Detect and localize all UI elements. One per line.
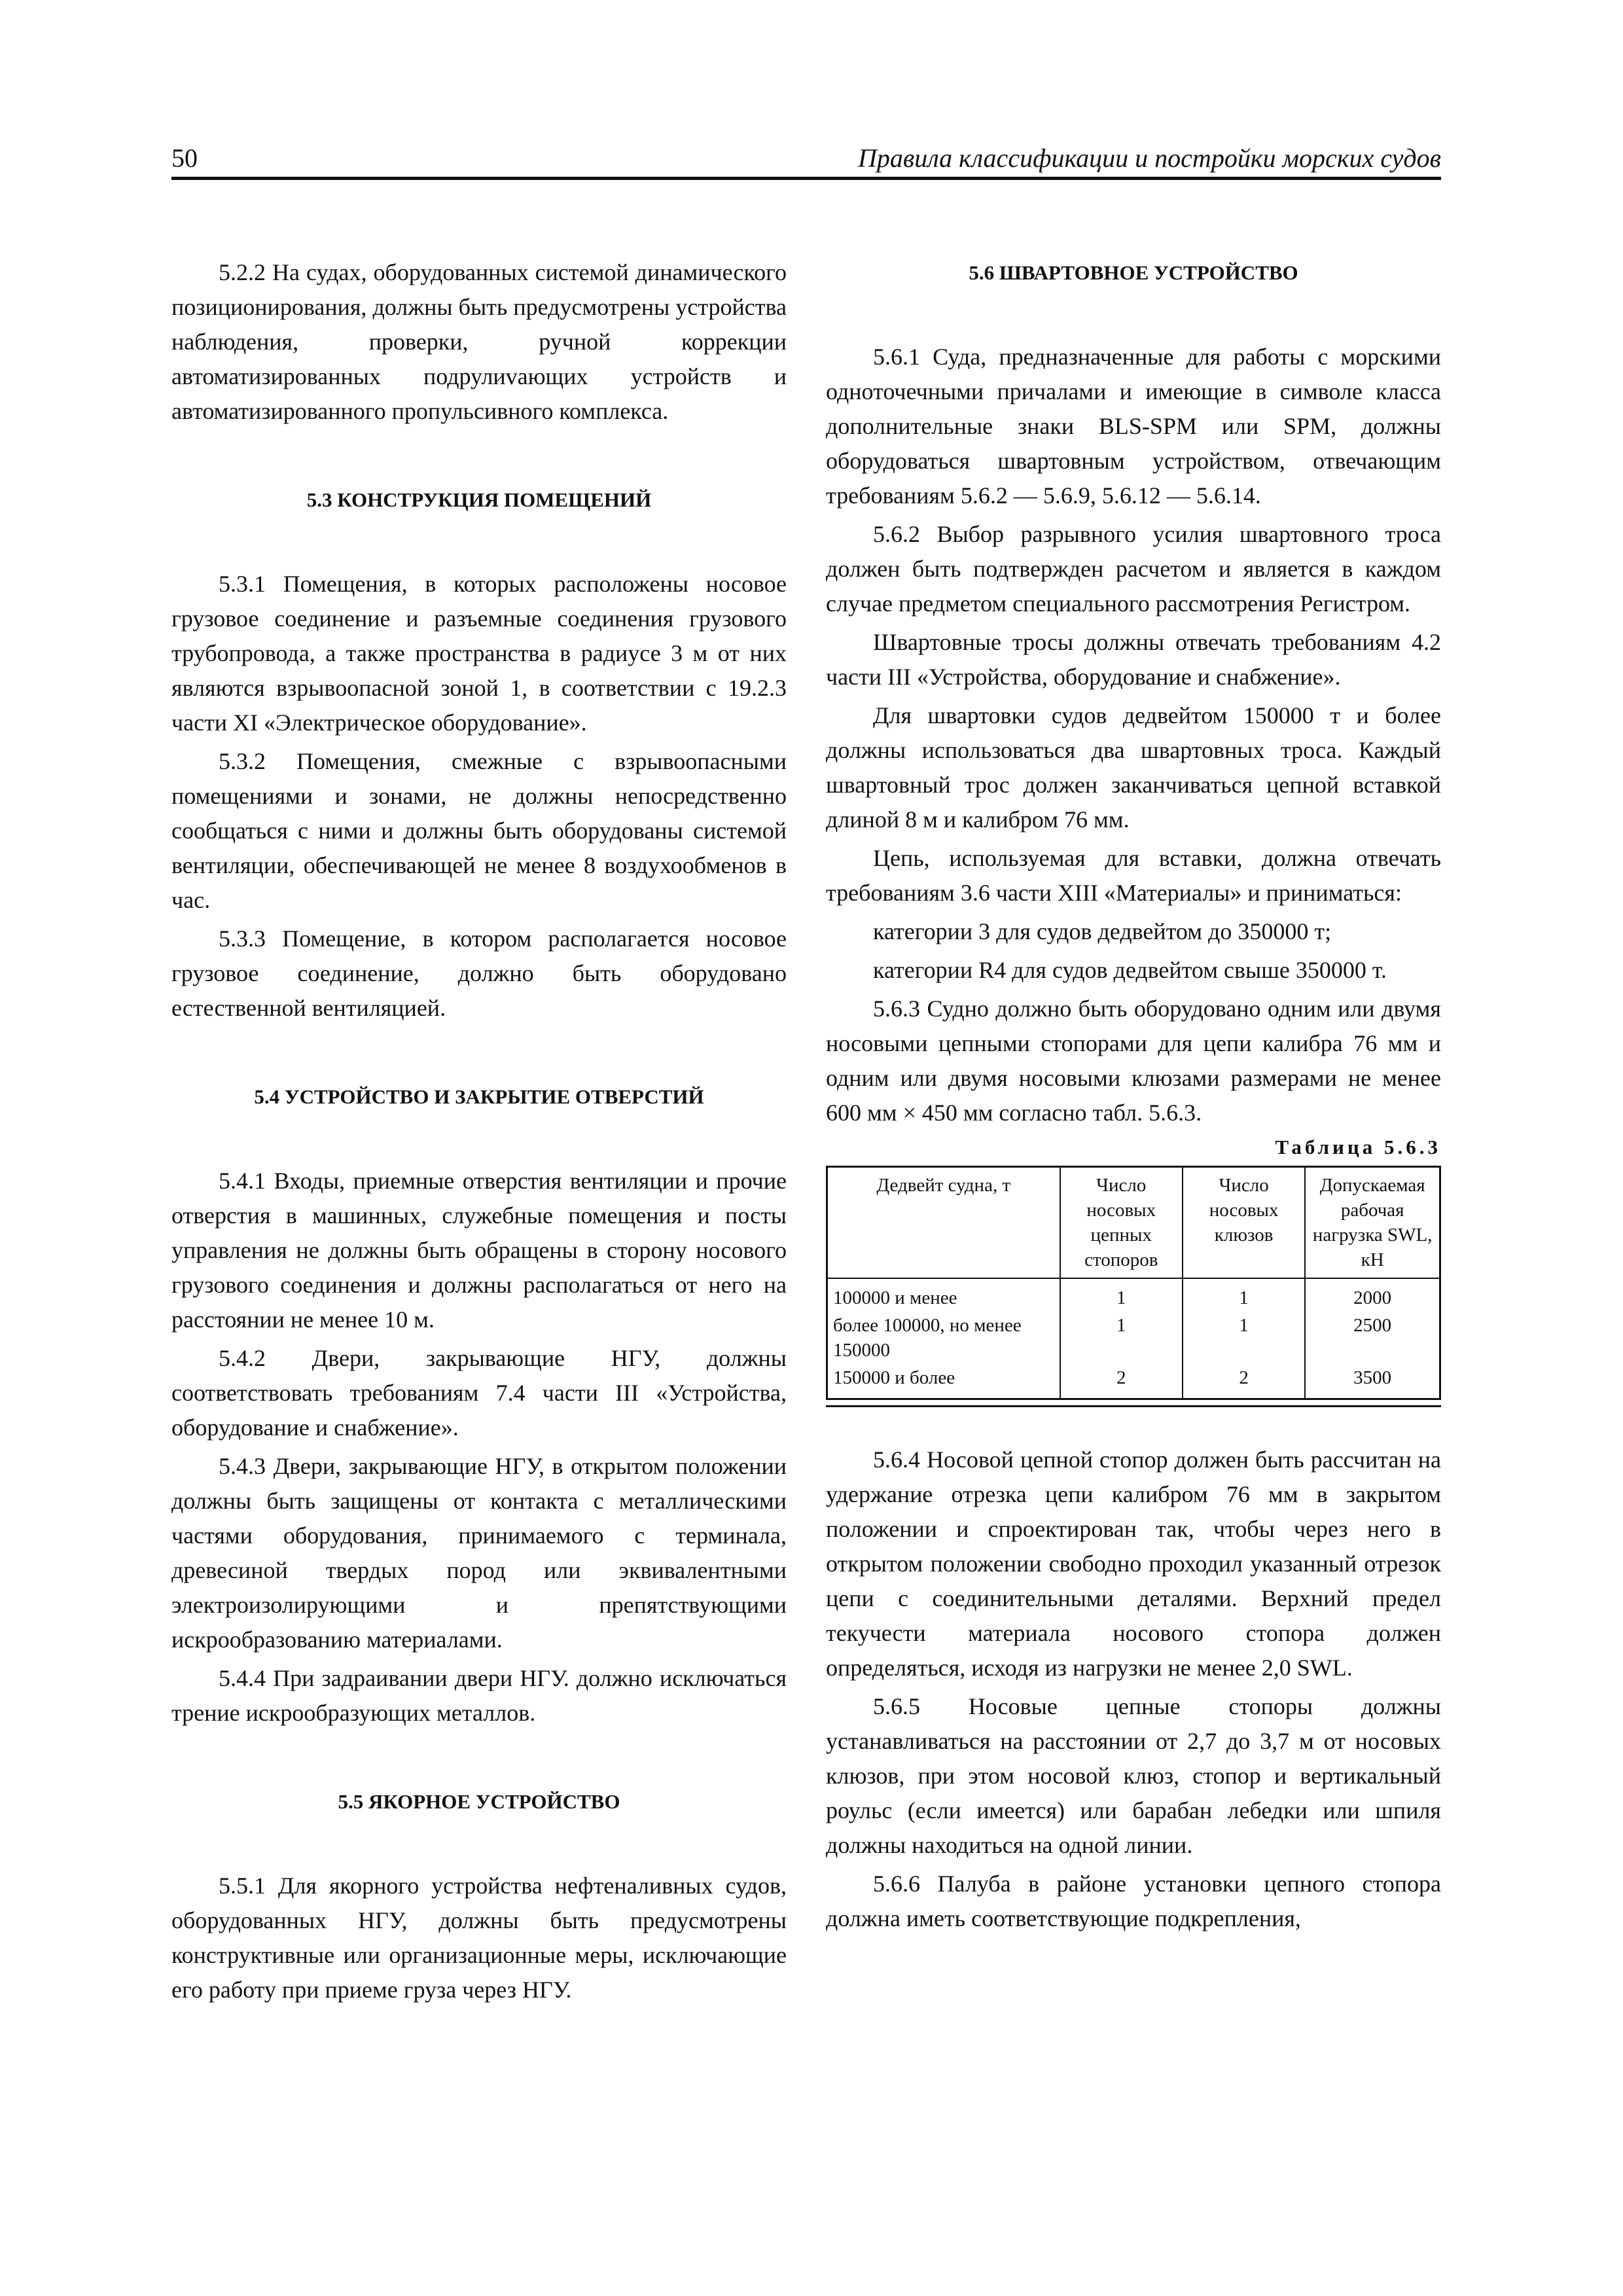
- list-item-category-r4: категории R4 для судов дедвейтом свыше 350000 т.: [873, 957, 1387, 983]
- table-cell: 1: [1183, 1278, 1305, 1312]
- paragraph-5-4-1: 5.4.1 Входы, приемные отверстия вентиляции и прочие отверстия в машинных, служебные помещения и посты управления не должны быть обращены в сторону носового грузового соединения и должны располагаться от него на расстоянии не менее 10 м.: [171, 1168, 787, 1333]
- paragraph-5-2-2: 5.2.2 На судах, оборудованных системой динамического позиционирования, должны быть предусмотрены устройства наблюдения, проверки, ручной коррекции автоматизированных подрулиvающих устройств и автоматизированного пропульсивного комплекса.: [171, 259, 787, 424]
- table-cell: 1: [1183, 1312, 1305, 1364]
- paragraph-5-6-5: 5.6.5 Носовые цепные стопоры должны устанавливаться на расстоянии от 2,7 до 3,7 м от носовых клюзов, при этом носовой клюз, стопор и вертикальный роульс (если имеется) или барабан лебедки или шпиля должны находиться на одной линии.: [826, 1693, 1441, 1858]
- table-header-cell: Число носовых клюзов: [1183, 1167, 1305, 1279]
- paragraph-mooring-ropes: Швартовные тросы должны отвечать требованиям 4.2 части III «Устройства, оборудование и снабжение».: [826, 629, 1441, 690]
- paragraph-5-3-2: 5.3.2 Помещения, смежные с взрывоопасными помещениями и зонами, не должны непосредственно сообщаться с ними и должны быть оборудованы системой вентиляции, обеспечивающей не менее 8 воздухообменов в час.: [171, 748, 787, 913]
- left-column: [171, 255, 787, 2011]
- paragraph-5-6-6: 5.6.6 Палуба в районе установки цепного стопора должна иметь соответствующие подкрепления,: [826, 1871, 1441, 1931]
- page-number: 50: [171, 143, 198, 173]
- paragraph-5-6-1: 5.6.1 Суда, предназначенные для работы с морскими одноточечными причалами и имеющие в символе класса дополнительные знаки BLS-SPM или SPM, должны оборудоваться швартовным устройством, отвечающим требованиям 5.6.2 — 5.6.9, 5.6.12 — 5.6.14.: [826, 344, 1441, 509]
- header-rule: [171, 177, 1441, 180]
- paragraph-5-4-4: 5.4.4 При задраивании двери НГУ. должно исключаться трение искрообразующих металлов.: [171, 1665, 787, 1726]
- section-heading-5-4: 5.4 УСТРОЙСТВО И ЗАКРЫТИЕ ОТВЕРСТИЙ: [254, 1085, 704, 1108]
- table-row: [827, 1364, 1440, 1399]
- table-bottom-rule: [826, 1405, 1441, 1407]
- table-cell: более 100000, но менее 150000: [827, 1312, 1060, 1364]
- list-item-category-3: категории 3 для судов дедвейтом до 350000 т;: [873, 918, 1332, 944]
- paragraph-5-3-1: 5.3.1 Помещения, в которых расположены носовое грузовое соединение и разъемные соединения грузового трубопровода, а также пространства в радиусе 3 м от них являются взрывоопасной зоной 1, в соответствии с 19.2.3 части XI «Электрическое оборудование».: [171, 571, 787, 736]
- section-heading-5-5: 5.5 ЯКОРНОЕ УСТРОЙСТВО: [338, 1790, 620, 1813]
- table-cell: 3500: [1305, 1364, 1440, 1399]
- table-row: [827, 1312, 1440, 1364]
- paragraph-5-6-3: 5.6.3 Судно должно быть оборудовано одним или двумя носовыми цепными стопорами для цепи калибра 76 мм и одним или двумя носовыми клюзами размерами не менее 600 мм × 450 мм согласно табл. 5.6.3.: [826, 996, 1441, 1126]
- table-caption: Таблица 5.6.3: [1275, 1136, 1441, 1158]
- table-cell: 2000: [1305, 1278, 1440, 1312]
- table-cell: 100000 и менее: [827, 1278, 1060, 1312]
- table-cell: 2: [1060, 1364, 1183, 1399]
- table-cell: 2500: [1305, 1312, 1440, 1364]
- section-heading-5-6: 5.6 ШВАРТОВНОЕ УСТРОЙСТВО: [969, 261, 1298, 284]
- paragraph-chain: Цепь, используемая для вставки, должна отвечать требованиям 3.6 части XIII «Материалы» и приниматься:: [826, 845, 1441, 906]
- table-header-cell: Дедвейт судна, т: [827, 1167, 1060, 1279]
- right-column: [826, 255, 1441, 1940]
- table-5-6-3: [826, 1166, 1441, 1400]
- table-header-row: [827, 1167, 1440, 1279]
- running-title: Правила классификации и постройки морских судов: [857, 143, 1441, 173]
- paragraph-5-6-2: 5.6.2 Выбор разрывного усилия швартовного троса должен быть подтвержден расчетом и является в каждом случае предметом специального рассмотрения Регистром.: [826, 521, 1441, 617]
- paragraph-5-4-3: 5.4.3 Двери, закрывающие НГУ, в открытом положении должны быть защищены от контакта с металлическими частями оборудования, принимаемого с терминала, древесиной твердых пород или эквивалентными электроизолирующими и препятствующими искрообразованию материалами.: [171, 1453, 787, 1653]
- table-row: [827, 1278, 1440, 1312]
- paragraph-two-ropes: Для швартовки судов дедвейтом 150000 т и более должны использоваться два швартовных троса. Каждый швартовный трос должен заканчиваться цепной вставкой длиной 8 м и калибром 76 мм.: [826, 702, 1441, 833]
- paragraph-5-3-3: 5.3.3 Помещение, в котором располагается носовое грузовое соединение, должно быть оборудовано естественной вентиляцией.: [171, 925, 787, 1021]
- table-header-cell: Допускаемая рабочая нагрузка SWL, кН: [1305, 1167, 1440, 1279]
- page-header: [171, 143, 1441, 179]
- section-heading-5-3: 5.3 КОНСТРУКЦИЯ ПОМЕЩЕНИЙ: [306, 488, 652, 511]
- table-cell: 2: [1183, 1364, 1305, 1399]
- table-header-cell: Число носовых цепных стопоров: [1060, 1167, 1183, 1279]
- paragraph-5-4-2: 5.4.2 Двери, закрывающие НГУ, должны соответствовать требованиям 7.4 части III «Устройства, оборудование и снабжение».: [171, 1345, 787, 1441]
- table-cell: 1: [1060, 1278, 1183, 1312]
- table-cell: 150000 и более: [827, 1364, 1060, 1399]
- paragraph-5-6-4: 5.6.4 Носовой цепной стопор должен быть рассчитан на удержание отрезка цепи калибром 76 мм в закрытом положении и спроектирован так, чтобы через него в открытом положении свободно проходил указанный отрезок цепи с соединительными деталями. Верхний предел текучести материала носового стопора должен определяться, исходя из нагрузки не менее 2,0 SWL.: [826, 1446, 1441, 1681]
- table-cell: 1: [1060, 1312, 1183, 1364]
- paragraph-5-5-1: 5.5.1 Для якорного устройства нефтеналивных судов, оборудованных НГУ, должны быть предусмотрены конструктивные или организационные меры, исключающие его работу при приеме груза через НГУ.: [171, 1873, 787, 2003]
